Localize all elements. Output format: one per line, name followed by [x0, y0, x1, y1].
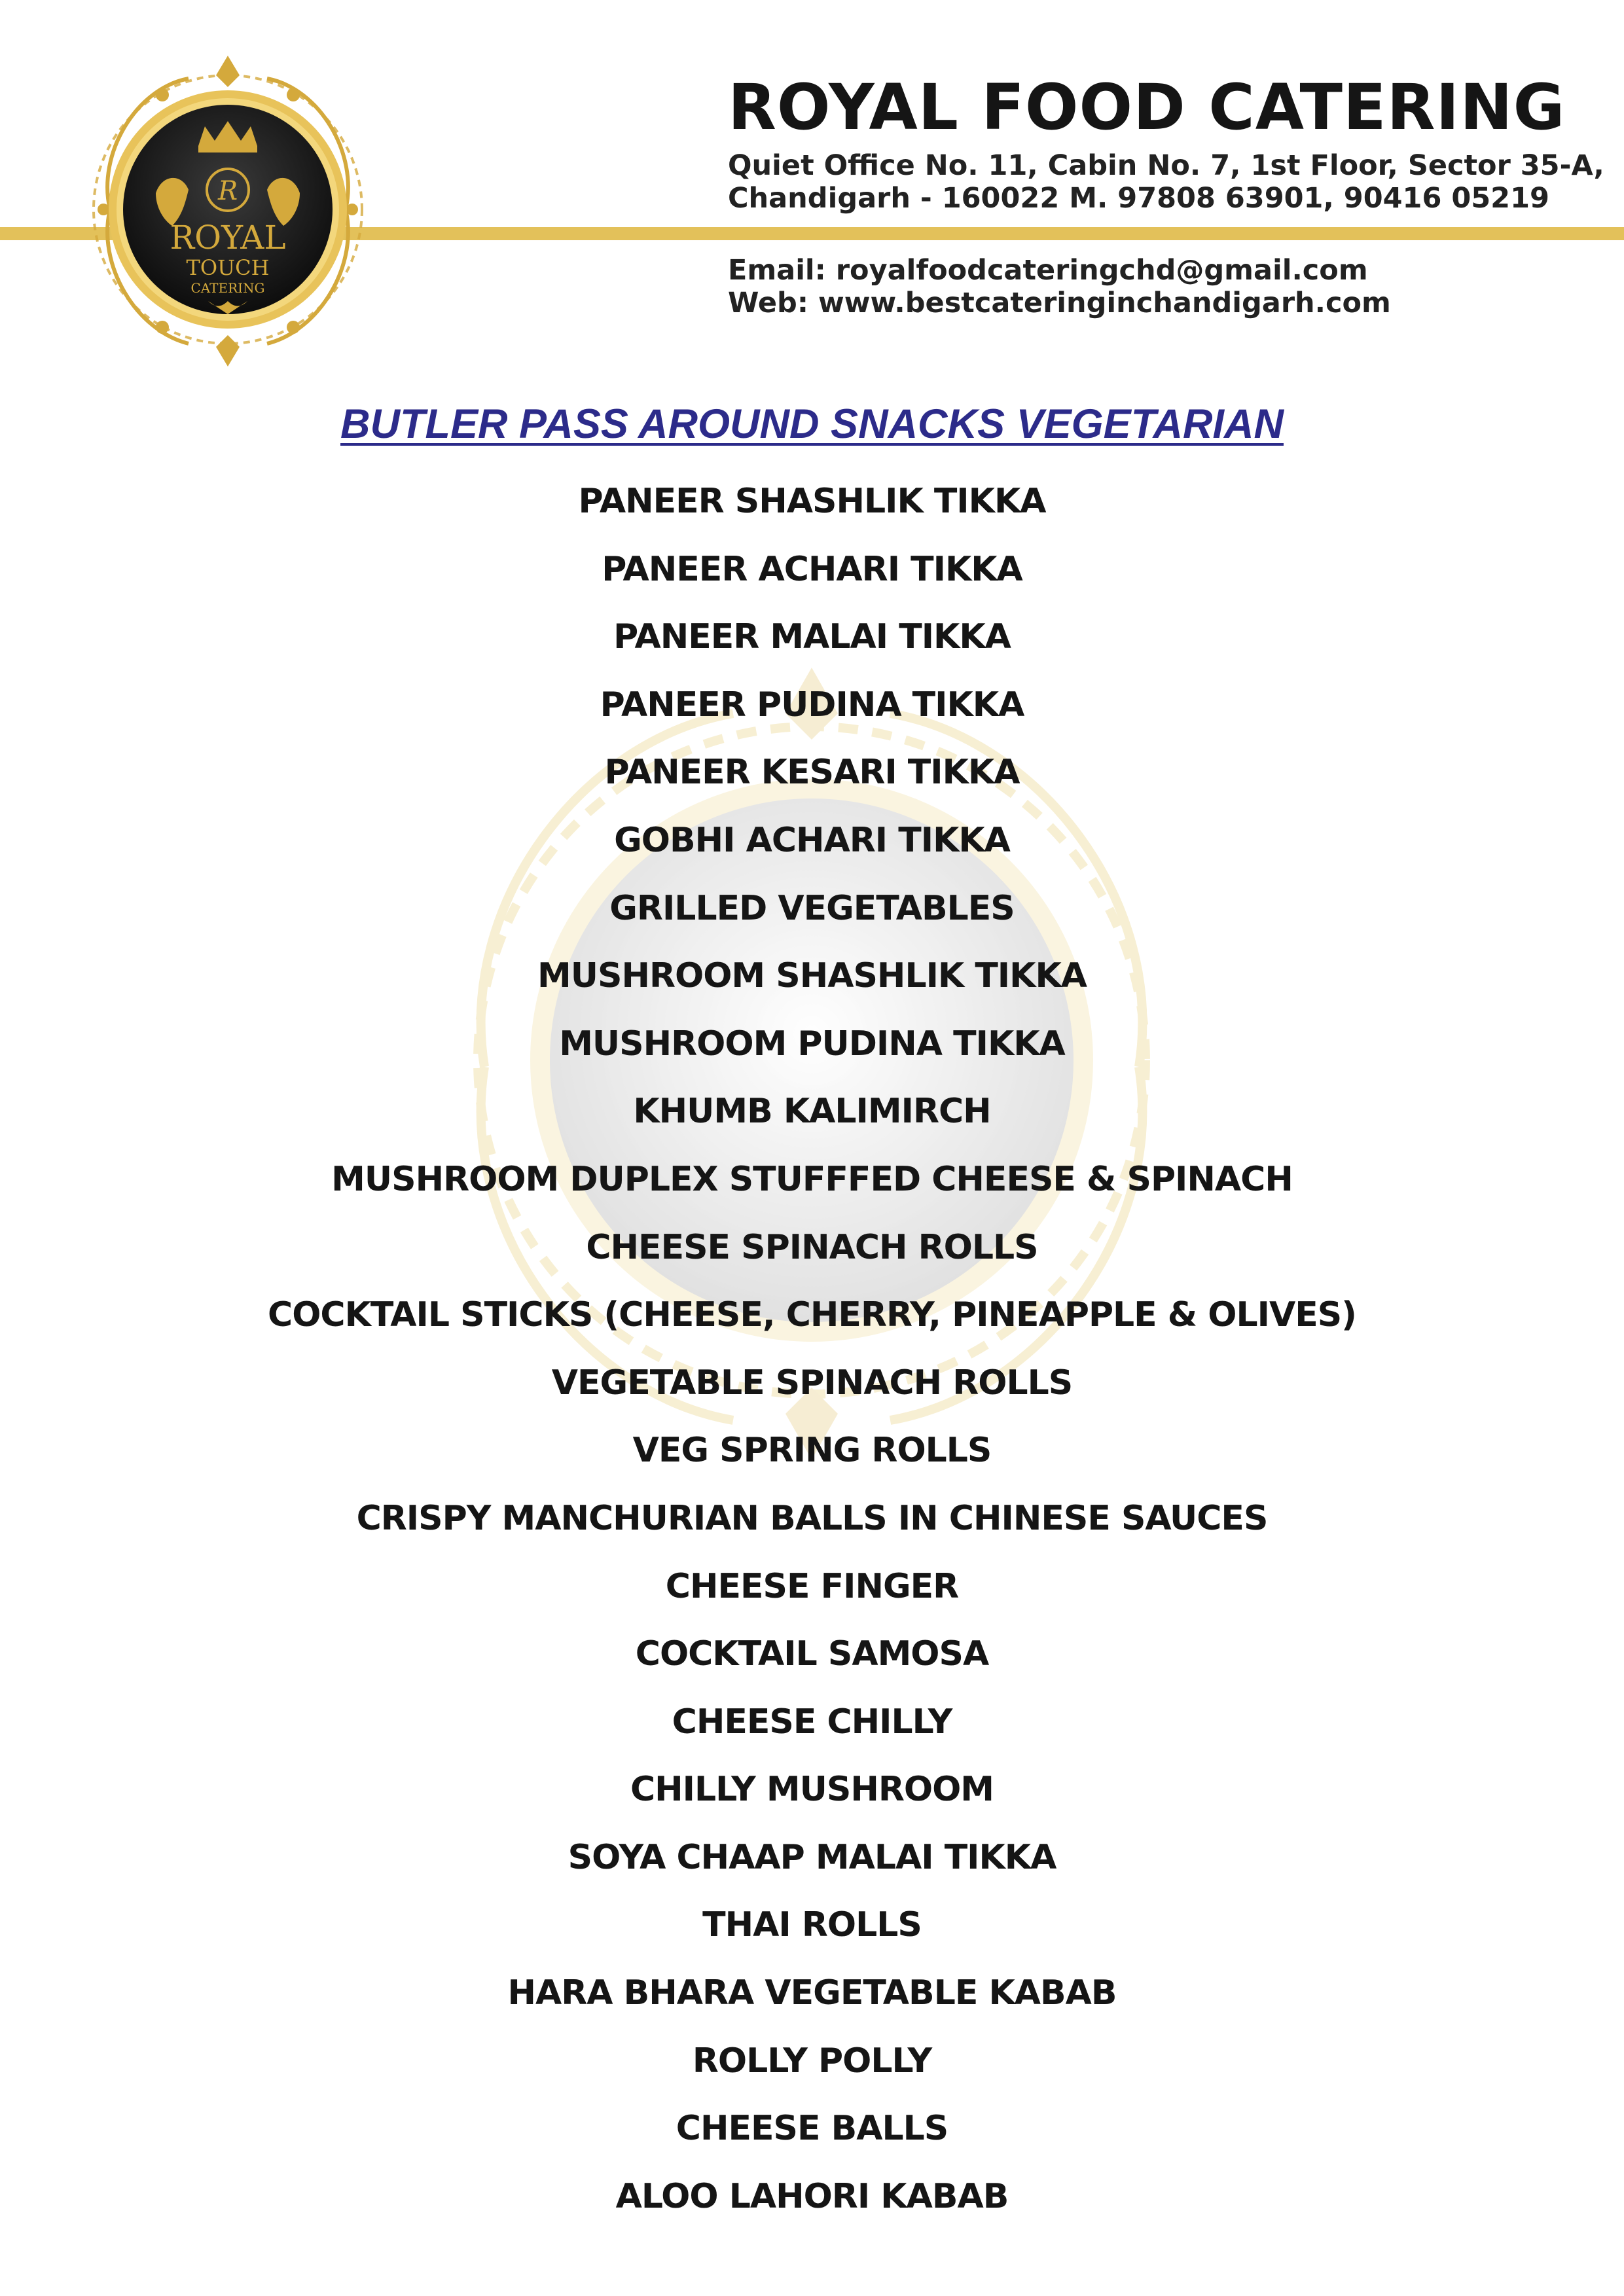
menu-item: VEG SPRING ROLLS — [632, 1431, 992, 1471]
menu-item: PANEER PUDINA TIKKA — [600, 685, 1024, 725]
royal-touch-logo — [84, 49, 372, 376]
menu-item: THAI ROLLS — [702, 1905, 922, 1945]
menu-item: CHEESE FINGER — [665, 1566, 959, 1606]
menu-item: CRISPY MANCHURIAN BALLS IN CHINESE SAUCES — [356, 1498, 1268, 1538]
menu-heading-text: BUTLER PASS AROUND SNACKS VEGETARIAN — [340, 401, 1284, 447]
menu-item: KHUMB KALIMIRCH — [633, 1092, 991, 1132]
menu-item: MUSHROOM PUDINA TIKKA — [559, 1024, 1065, 1064]
logo-monogram: R — [217, 176, 238, 206]
menu-item: GRILLED VEGETABLES — [609, 888, 1015, 928]
menu-item: COCKTAIL SAMOSA — [635, 1634, 989, 1674]
address-line-1: Quiet Office No. 11, Cabin No. 7, 1st Floor, Sector 35-A, — [728, 149, 1604, 182]
email-line: Email: royalfoodcateringchd@gmail.com — [728, 254, 1368, 287]
menu-item: PANEER ACHARI TIKKA — [602, 549, 1022, 589]
logo-text-touch: TOUCH — [186, 255, 270, 280]
menu-item: MUSHROOM DUPLEX STUFFFED CHEESE & SPINACH — [331, 1159, 1293, 1199]
menu-item: CHEESE SPINACH ROLLS — [586, 1227, 1038, 1267]
address-line-2: Chandigarh - 160022 M. 97808 63901, 90416 05219 — [728, 182, 1549, 215]
menu-item: VEGETABLE SPINACH ROLLS — [551, 1363, 1073, 1403]
menu-item: CHEESE CHILLY — [672, 1702, 952, 1742]
menu-item: CHILLY MUSHROOM — [630, 1770, 994, 1810]
menu-list — [0, 473, 1624, 2235]
menu-heading — [0, 401, 1624, 448]
menu-item: PANEER SHASHLIK TIKKA — [578, 482, 1046, 521]
logo-text-catering: CATERING — [190, 280, 265, 296]
logo-text-royal: ROYAL — [170, 219, 286, 257]
menu-item: SOYA CHAAP MALAI TIKKA — [568, 1837, 1056, 1877]
web-line: Web: www.bestcateringinchandigarh.com — [728, 287, 1391, 319]
menu-item: MUSHROOM SHASHLIK TIKKA — [537, 956, 1087, 996]
menu-item: PANEER MALAI TIKKA — [613, 617, 1011, 657]
menu-item: PANEER KESARI TIKKA — [604, 753, 1020, 793]
menu-item: GOBHI ACHARI TIKKA — [614, 820, 1010, 860]
company-name: ROYAL FOOD CATERING — [728, 71, 1566, 144]
menu-item: ROLLY POLLY — [692, 2041, 932, 2081]
menu-item: HARA BHARA VEGETABLE KABAB — [507, 1973, 1117, 2013]
menu-item: COCKTAIL STICKS (CHEESE, CHERRY, PINEAPPLE & OLIVES) — [268, 1295, 1356, 1335]
menu-item: ALOO LAHORI KABAB — [615, 2176, 1009, 2216]
menu-item: CHEESE BALLS — [676, 2109, 948, 2149]
